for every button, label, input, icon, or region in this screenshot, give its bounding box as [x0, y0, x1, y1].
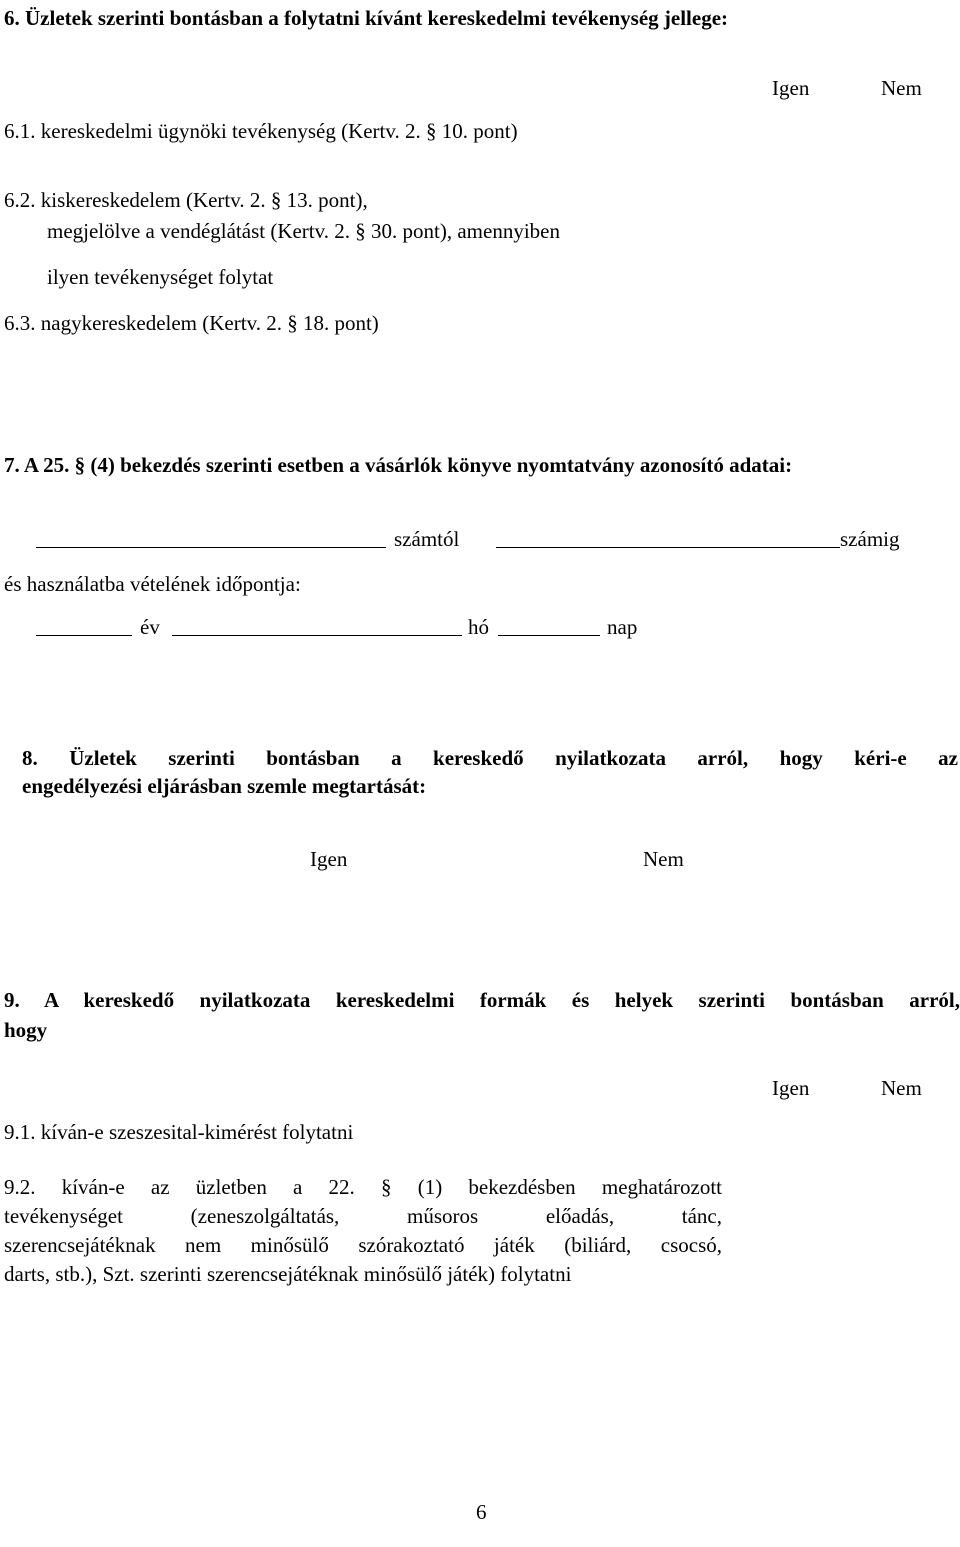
- section-6-heading: 6. Üzletek szerinti bontásban a folytatni kívánt kereskedelmi tevékenység jellege:: [4, 6, 729, 30]
- month-label: hó: [468, 615, 489, 639]
- s6-no-column-header: Nem: [881, 76, 922, 100]
- s9-no-column-header: Nem: [881, 1076, 922, 1100]
- s9-item-2-line-4: darts, stb.), Szt. szerinti szerencsejátéknak minősülő játék) folytatni: [4, 1262, 572, 1286]
- s9-item-2-line-1: 9.2. kíván-e az üzletben a 22. § (1) bekezdésben meghatározott: [4, 1175, 722, 1199]
- s8-yes-option[interactable]: Igen: [310, 847, 348, 871]
- s9-item-2-line-3: szerencsejátéknak nem minősülő szórakoztató játék (biliárd, csocsó,: [4, 1233, 722, 1257]
- month-field[interactable]: [172, 635, 462, 636]
- number-from-field[interactable]: [36, 547, 386, 548]
- year-field[interactable]: [36, 635, 132, 636]
- s9-item-2-line-2: tevékenységet (zeneszolgáltatás, műsoros előadás, tánc,: [4, 1204, 722, 1228]
- s6-item-3: 6.3. nagykereskedelem (Kertv. 2. § 18. pont): [4, 311, 379, 335]
- section-8-heading-line-2: engedélyezési eljárásban szemle megtartását:: [22, 774, 427, 798]
- s6-item-2-line-2: megjelölve a vendéglátást (Kertv. 2. § 30. pont), amennyiben: [47, 219, 560, 243]
- s6-item-2-line-3: ilyen tevékenységet folytat: [47, 265, 274, 289]
- s8-no-option[interactable]: Nem: [643, 847, 684, 871]
- section-7-heading: 7. A 25. § (4) bekezdés szerinti esetben a vásárlók könyve nyomtatvány azonosító adatai:: [4, 453, 793, 477]
- day-label: nap: [607, 615, 638, 639]
- number-to-label: számig: [840, 527, 900, 551]
- s6-item-1: 6.1. kereskedelmi ügynöki tevékenység (Kertv. 2. § 10. pont): [4, 119, 518, 143]
- date-of-use-label: és használatba vételének időpontja:: [4, 572, 301, 596]
- s6-item-2-line-1: 6.2. kiskereskedelem (Kertv. 2. § 13. pont),: [4, 188, 368, 212]
- section-9-heading-line-1: 9. A kereskedő nyilatkozata kereskedelmi formák és helyek szerinti bontásban arról,: [4, 988, 960, 1012]
- section-9-heading-line-2: hogy: [4, 1018, 48, 1042]
- number-to-field[interactable]: [496, 547, 840, 548]
- s9-yes-column-header: Igen: [772, 1076, 810, 1100]
- day-field[interactable]: [498, 635, 600, 636]
- number-from-label: számtól: [394, 527, 460, 551]
- section-8-heading-line-1: 8. Üzletek szerinti bontásban a kereskedő nyilatkozata arról, hogy kéri-e az: [22, 746, 958, 770]
- year-label: év: [140, 615, 160, 639]
- s6-yes-column-header: Igen: [772, 76, 810, 100]
- page-number: 6: [476, 1500, 487, 1524]
- s9-item-1: 9.1. kíván-e szeszesital-kimérést folytatni: [4, 1120, 354, 1144]
